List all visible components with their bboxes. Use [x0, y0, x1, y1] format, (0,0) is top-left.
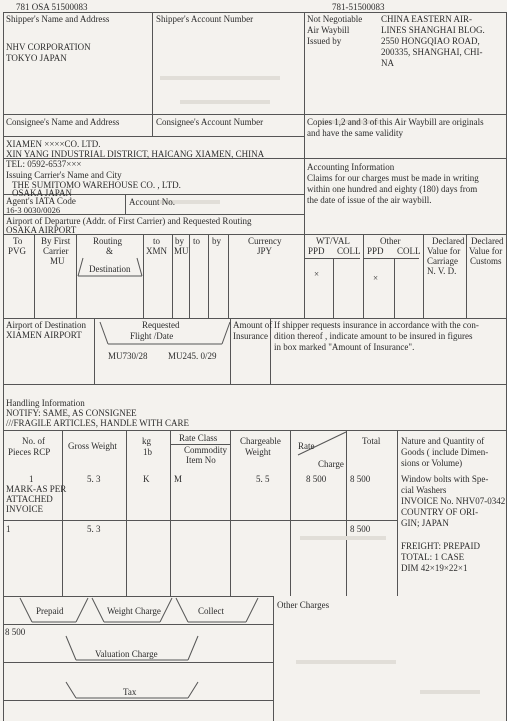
- by-first-carrier-label: By First: [41, 236, 71, 246]
- routing-label: Routing: [93, 236, 123, 246]
- marks-line: MARK-AS PER: [6, 484, 67, 494]
- prepaid-value: 8 500: [5, 627, 26, 637]
- insurance-text: in box marked "Amount of Insurance".: [274, 342, 415, 352]
- nature-line: TOTAL: 1 CASE: [401, 552, 465, 562]
- chargeable-value: 5. 5: [256, 474, 270, 484]
- wt-val-label: WT/VAL: [316, 236, 350, 246]
- declared-customs-label: Declared: [471, 236, 504, 246]
- routing-label: Destination: [89, 264, 131, 274]
- flight-2: MU245. 0/29: [168, 351, 217, 361]
- consignee-name: XIAMEN ××××CO. LTD.: [6, 139, 101, 149]
- carrier-label: Issuing Carrier's Name and City: [6, 170, 122, 180]
- shipper-city: TOKYO JAPAN: [6, 53, 67, 63]
- by-first-carrier-label: Carrier: [43, 246, 69, 256]
- by3-label: by: [212, 236, 221, 246]
- to3-label: to: [193, 236, 201, 246]
- marks-line: ATTACHED: [6, 494, 53, 504]
- nature-line: GIN; JAPAN: [401, 518, 449, 528]
- nature-label: Goods ( include Dimen-: [401, 447, 489, 457]
- shipper-name: NHV CORPORATION: [6, 42, 91, 52]
- handling-fragile: ///FRAGILE ARTICLES, HANDLE WITH CARE: [6, 418, 190, 428]
- other-charges-label: Other Charges: [277, 600, 330, 610]
- consignee-account-label: Consignee's Account Number: [156, 117, 264, 127]
- by2-value: MU: [174, 246, 189, 256]
- rate-label: Rate: [298, 441, 315, 451]
- nature-line: INVOICE No. NHV07-0342: [401, 496, 506, 506]
- destination-airport: XIAMEN AIRPORT: [6, 330, 82, 340]
- iata-code: 16-3 0030/0026: [6, 205, 61, 215]
- flight-1: MU730/28: [108, 351, 148, 361]
- rate-value: 8 500: [306, 474, 327, 484]
- shipper-label: Shipper's Name and Address: [6, 14, 110, 24]
- issuer-line: 200335, SHANGHAI, CHI-: [381, 47, 483, 57]
- wt-ppd-label: PPD: [308, 246, 325, 256]
- to2-label: to: [153, 236, 161, 246]
- declared-customs-label: Value for: [469, 246, 503, 256]
- rate-class-label: Rate Class: [179, 433, 218, 443]
- currency-label: Currency: [248, 236, 282, 246]
- commodity-label: Commodity: [184, 445, 228, 455]
- amount-insurance-label: Amount of: [233, 320, 273, 330]
- collect-label: Collect: [198, 606, 224, 616]
- chargeable-label: Weight: [245, 447, 271, 457]
- valuation-charge-label: Valuation Charge: [95, 649, 158, 659]
- total-pieces: 1: [6, 524, 11, 534]
- wt-ppd-mark: ×: [314, 269, 320, 279]
- other-coll-label: COLL: [397, 246, 421, 256]
- accounting-text: the date of issue of the air waybill.: [307, 195, 432, 205]
- weight-charge-label: Weight Charge: [107, 606, 161, 616]
- awb-number-left: 781 OSA 51500083: [16, 2, 88, 12]
- air-waybill-label: Air Waybill: [307, 25, 350, 35]
- charge-label: Charge: [318, 459, 344, 469]
- shipper-account-label: Shipper's Account Number: [156, 14, 254, 24]
- total-value: 8 500: [350, 474, 371, 484]
- nature-line: COUNTRY OF ORI-: [401, 507, 479, 517]
- copies-text: Copies 1,2 and 3 of this Air Waybill are originals: [307, 117, 484, 127]
- carrier-city: OSAKA JAPAN: [12, 188, 72, 198]
- chargeable-label: Chargeable: [240, 436, 281, 446]
- nature-line: DIM 42×19×22×1: [401, 563, 468, 573]
- consignee-label: Consignee's Name and Address: [6, 117, 120, 127]
- insurance-text: If shipper requests insurance in accordance with the con-: [274, 320, 479, 330]
- declared-carriage-label: Carriage: [427, 256, 458, 266]
- kg-value: K: [143, 474, 150, 484]
- carrier-name: THE SUMITOMO WAREHOUSE CO. , LTD.: [12, 180, 181, 190]
- to-value: PVG: [8, 246, 27, 256]
- copies-text: and have the same validity: [307, 128, 403, 138]
- destination-label: Airport of Destination: [6, 320, 86, 330]
- wt-coll-label: COLL: [337, 246, 361, 256]
- iata-label: Agent's IATA Code: [6, 196, 76, 206]
- requested-flight-label: Requested: [142, 320, 180, 330]
- other-label: Other: [380, 236, 401, 246]
- nature-label: Nature and Quantity of: [401, 436, 485, 446]
- tax-label: Tax: [123, 687, 137, 697]
- insurance-text: dition thereof , indicate amount to be insured in figures: [274, 331, 473, 341]
- awb-number-right: 781-51500083: [332, 2, 385, 12]
- currency-value: JPY: [257, 246, 273, 256]
- account-no-label: Account No.: [129, 197, 175, 207]
- prepaid-label: Prepaid: [36, 606, 64, 616]
- departure-label: Airport of Departure (Addr. of First Carrier) and Requested Routing: [6, 216, 252, 226]
- total-label: Total: [362, 436, 381, 446]
- kg-label: kg: [142, 436, 151, 446]
- declared-carriage-label: Value for: [427, 246, 461, 256]
- total-gross: 5. 3: [87, 524, 101, 534]
- pieces-label: Pieces RCP: [8, 447, 51, 457]
- total-charge: 8 500: [350, 524, 371, 534]
- handling-label: Handling Information: [6, 398, 85, 408]
- accounting-label: Accounting Information: [307, 162, 395, 172]
- marks-line: INVOICE: [6, 504, 43, 514]
- requested-flight-label: Flight /Date: [130, 331, 174, 341]
- issuer-line: LINES SHANGHAI BLOG.: [381, 25, 485, 35]
- pieces-value: 1: [29, 474, 34, 484]
- gross-weight-label: Gross Weight: [68, 441, 117, 451]
- declared-customs-label: Customs: [470, 256, 502, 266]
- issuer-line: CHINA EASTERN AIR-: [381, 14, 473, 24]
- other-ppd-mark: ×: [373, 273, 379, 283]
- routing-label: &: [106, 246, 114, 256]
- other-ppd-label: PPD: [367, 246, 384, 256]
- gross-value: 5. 3: [87, 474, 101, 484]
- carrier-value: MU: [50, 256, 65, 266]
- nature-line: FREIGHT: PREPAID: [401, 541, 480, 551]
- accounting-text: Claims for our charges must be made in writing: [307, 173, 479, 183]
- pieces-label: No. of: [22, 436, 45, 446]
- lb-label: 1b: [143, 447, 152, 457]
- to2-value: XMN: [146, 246, 168, 256]
- issued-by-label: Issued by: [307, 36, 342, 46]
- by2-label: by: [175, 236, 184, 246]
- commodity-label: Item No: [186, 455, 216, 465]
- departure-airport: OSAKA AIRPORT: [6, 225, 77, 235]
- amount-insurance-label: Insurance: [233, 331, 268, 341]
- rate-class-value: M: [174, 474, 183, 484]
- consignee-address: XIN YANG INDUSTRIAL DISTRICT, HAICANG XIAMEN, CHINA: [6, 149, 265, 159]
- accounting-text: within one hundred and eighty (180) days from: [307, 184, 478, 194]
- handling-notify: NOTIFY: SAME, AS CONSIGNEE: [6, 408, 137, 418]
- declared-carriage-value: N. V. D.: [427, 266, 457, 276]
- nature-line: cial Washers: [401, 485, 447, 495]
- to-label: To: [13, 236, 23, 246]
- nature-label: sions or Volume): [401, 458, 463, 468]
- declared-carriage-label: Declared: [432, 236, 465, 246]
- not-negotiable: Not Negotiable: [307, 14, 363, 24]
- nature-line: Window bolts with Spe-: [401, 474, 489, 484]
- issuer-line: NA: [381, 58, 394, 68]
- issuer-line: 2550 HONGQIAO ROAD,: [381, 36, 480, 46]
- consignee-tel: TEL: 0592-6537×××: [6, 159, 82, 169]
